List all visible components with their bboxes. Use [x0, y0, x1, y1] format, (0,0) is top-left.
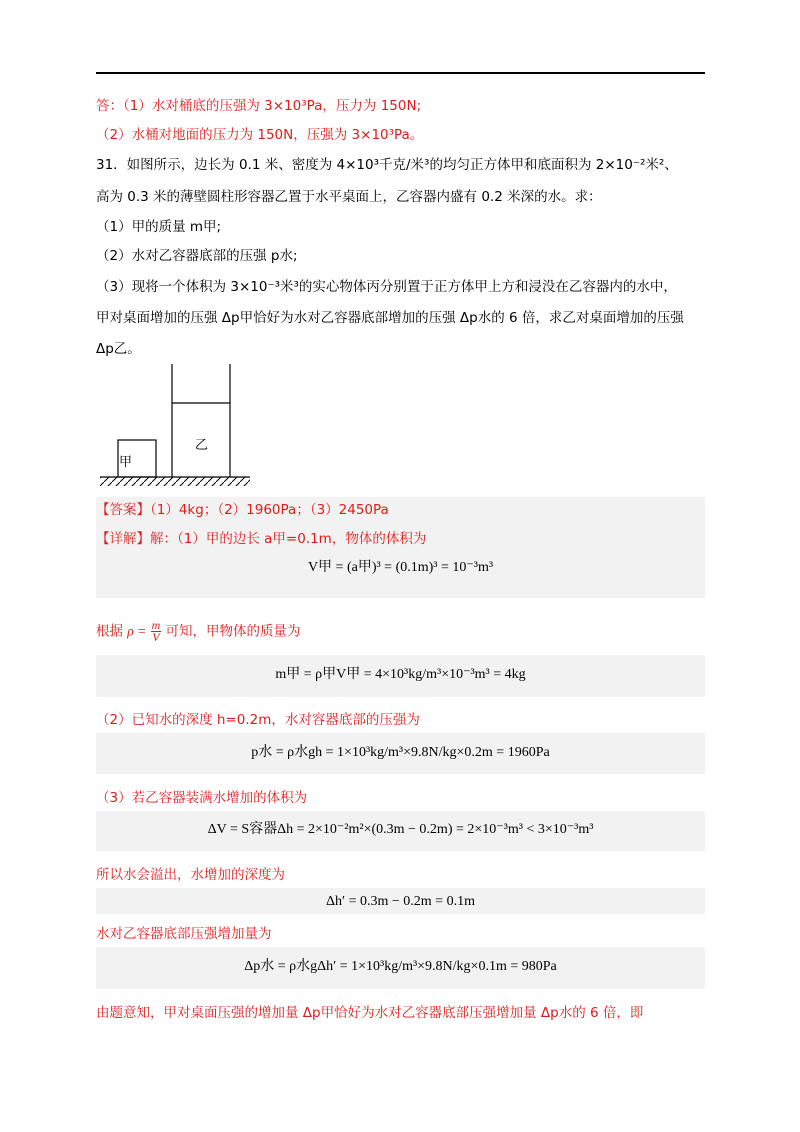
- prev-answer-line-1: 答：（1）水对桶底的压强为 3×10³Pa，压力为 150N;: [96, 98, 422, 114]
- answer-text: （1）4kg；（2）1960Pa；（3）2450Pa: [150, 502, 389, 518]
- prev-answer-line-2: （2）水桶对地面的压力为 150N，压强为 3×10³Pa。: [96, 127, 424, 143]
- question-line-7: Δp乙。: [96, 341, 141, 357]
- question-line-1: 31．如图所示，边长为 0.1 米、密度为 4×10³千克/米³的均匀正方体甲和底面积为 2×10⁻²米²、: [96, 157, 678, 173]
- question-part-3: （3）现将一个体积为 3×10⁻³米³的实心物体丙分别置于正方体甲上方和浸没在乙容器内的水中，: [96, 279, 677, 295]
- detail-text: 解：（1）甲的边长 a甲=0.1m，物体的体积为: [150, 531, 427, 547]
- question-line-6: 甲对桌面增加的压强 Δp甲恰好为水对乙容器底部增加的压强 Δp水的 6 倍，求乙对桌面增加的压强: [96, 310, 684, 326]
- density-symbol: ρ =: [127, 623, 147, 639]
- formula-depth: Δh′ = 0.3m − 0.2m = 0.1m: [326, 894, 475, 909]
- question-part-1: （1）甲的质量 m甲;: [96, 219, 222, 235]
- header-rule: [96, 72, 705, 74]
- conclusion-text: 由题意知，甲对桌面压强的增加量 Δp甲恰好为水对乙容器底部压强增加量 Δp水的 6 倍，即: [96, 1005, 644, 1021]
- fraction-denominator: V: [152, 630, 160, 644]
- formula-volume: V甲 = (a甲)³ = (0.1m)³ = 10⁻³m³: [307, 560, 494, 575]
- formula-pressure: p水 = ρ水gh = 1×10³kg/m³×9.8N/kg×0.2m = 1960Pa: [251, 745, 550, 760]
- density-suffix: 可知，甲物体的质量为: [165, 623, 301, 640]
- formula-volume-increase: ΔV = S容器Δh = 2×10⁻²m²×(0.3m − 0.2m) = 2×10⁻³m³ < 3×10⁻³m³: [207, 822, 594, 837]
- overflow-text: 所以水会溢出，水增加的深度为: [96, 867, 285, 883]
- step3-text: （3）若乙容器装满水增加的体积为: [96, 790, 308, 806]
- density-fraction: [151, 620, 162, 643]
- step2-text: （2）已知水的深度 h=0.2m，水对容器底部的压强为: [96, 712, 420, 728]
- formula-mass: m甲 = ρ甲V甲 = 4×10³kg/m³×10⁻³m³ = 4kg: [275, 667, 526, 682]
- formula-pressure-increase: Δp水 = ρ水gΔh′ = 1×10³kg/m³×9.8N/kg×0.1m = 980Pa: [244, 959, 557, 974]
- density-prefix: 根据: [96, 623, 123, 640]
- fraction-numerator: m: [151, 618, 161, 632]
- detail-tag: 【详解】: [96, 531, 150, 547]
- figure-label-jia: 甲: [119, 455, 133, 470]
- pressure-increase-text: 水对乙容器底部压强增加量为: [96, 926, 272, 942]
- figure-label-yi: 乙: [195, 438, 209, 453]
- answer-row: [96, 501, 389, 519]
- question-part-2: （2）水对乙容器底部的压强 p水;: [96, 248, 298, 264]
- figure-containers: [96, 362, 256, 492]
- answer-tag: 【答案】: [96, 502, 150, 518]
- question-line-2: 高为 0.3 米的薄壁圆柱形容器乙置于水平桌面上，乙容器内盛有 0.2 米深的水。求：: [96, 189, 602, 205]
- detail-row: [96, 530, 426, 548]
- density-row: [96, 620, 301, 643]
